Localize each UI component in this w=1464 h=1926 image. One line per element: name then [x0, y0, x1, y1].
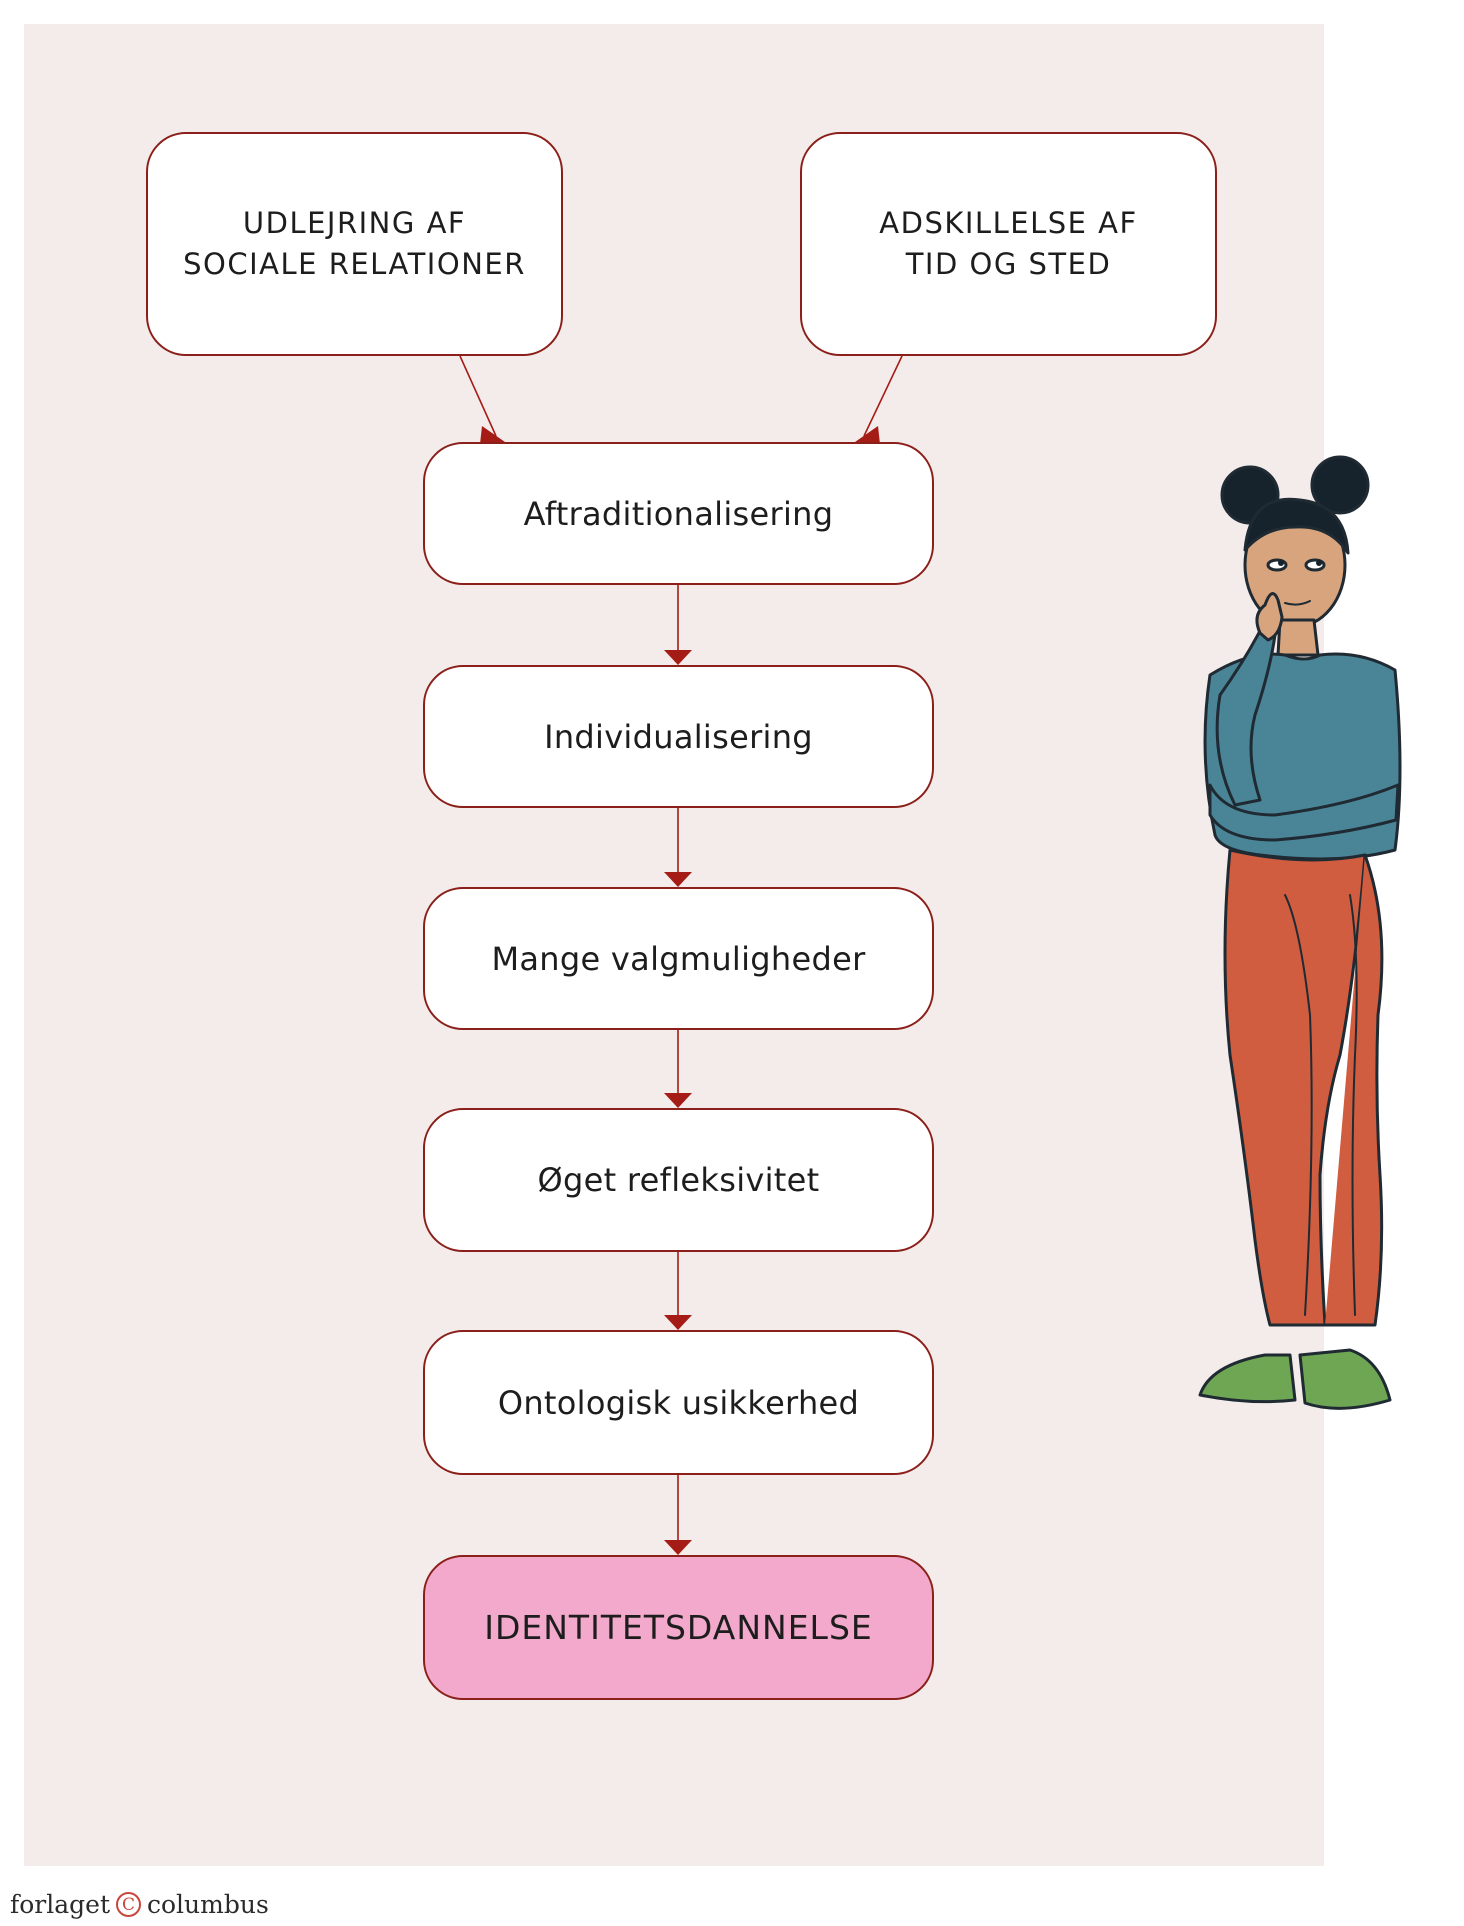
step-ontologisk-usikkerhed — [423, 1330, 934, 1475]
thinking-woman-illustration — [1190, 455, 1450, 1495]
step-oget-refleksivitet — [423, 1108, 934, 1252]
box-adskillelse — [800, 132, 1217, 356]
box-adskillelse-line2: TID OG STED — [905, 247, 1112, 281]
arrowhead-3 — [664, 1093, 692, 1108]
arrow-right-to-step1 — [864, 356, 902, 436]
step-mange-valgmuligheder — [423, 887, 934, 1030]
arrowhead-5 — [664, 1540, 692, 1555]
logo-columbus: columbus — [147, 1890, 269, 1919]
arrowhead-4 — [664, 1315, 692, 1330]
logo-forlaget: forlaget — [10, 1890, 110, 1919]
box-udlejring-line2: SOCIALE RELATIONER — [183, 247, 526, 281]
shoe-left — [1200, 1355, 1295, 1402]
shoe-right — [1300, 1350, 1390, 1408]
step-individualisering — [423, 665, 934, 808]
box-udlejring — [146, 132, 563, 356]
publisher-logo — [10, 1890, 269, 1919]
copyright-icon: C — [116, 1892, 141, 1917]
step-oget-refleksivitet-label: Øget refleksivitet — [537, 1161, 820, 1199]
box-udlejring-line1: UDLEJRING AF — [242, 206, 467, 240]
arrow-left-to-step1 — [460, 356, 496, 436]
step-mange-valgmuligheder-label: Mange valgmuligheder — [491, 939, 866, 978]
step-ontologisk-usikkerhed-label: Ontologisk usikkerhed — [497, 1383, 860, 1422]
step-aftraditionalisering-label: Aftraditionalisering — [523, 494, 834, 533]
box-adskillelse-line1: ADSKILLELSE AF — [879, 206, 1138, 240]
step-individualisering-label: Individualisering — [544, 717, 813, 756]
arrowhead-1 — [664, 650, 692, 665]
arrowhead-2 — [664, 872, 692, 887]
final-identitetsdannelse-label: IDENTITETSDANNELSE — [484, 1608, 873, 1647]
step-aftraditionalisering — [423, 442, 934, 585]
final-identitetsdannelse — [423, 1555, 934, 1700]
